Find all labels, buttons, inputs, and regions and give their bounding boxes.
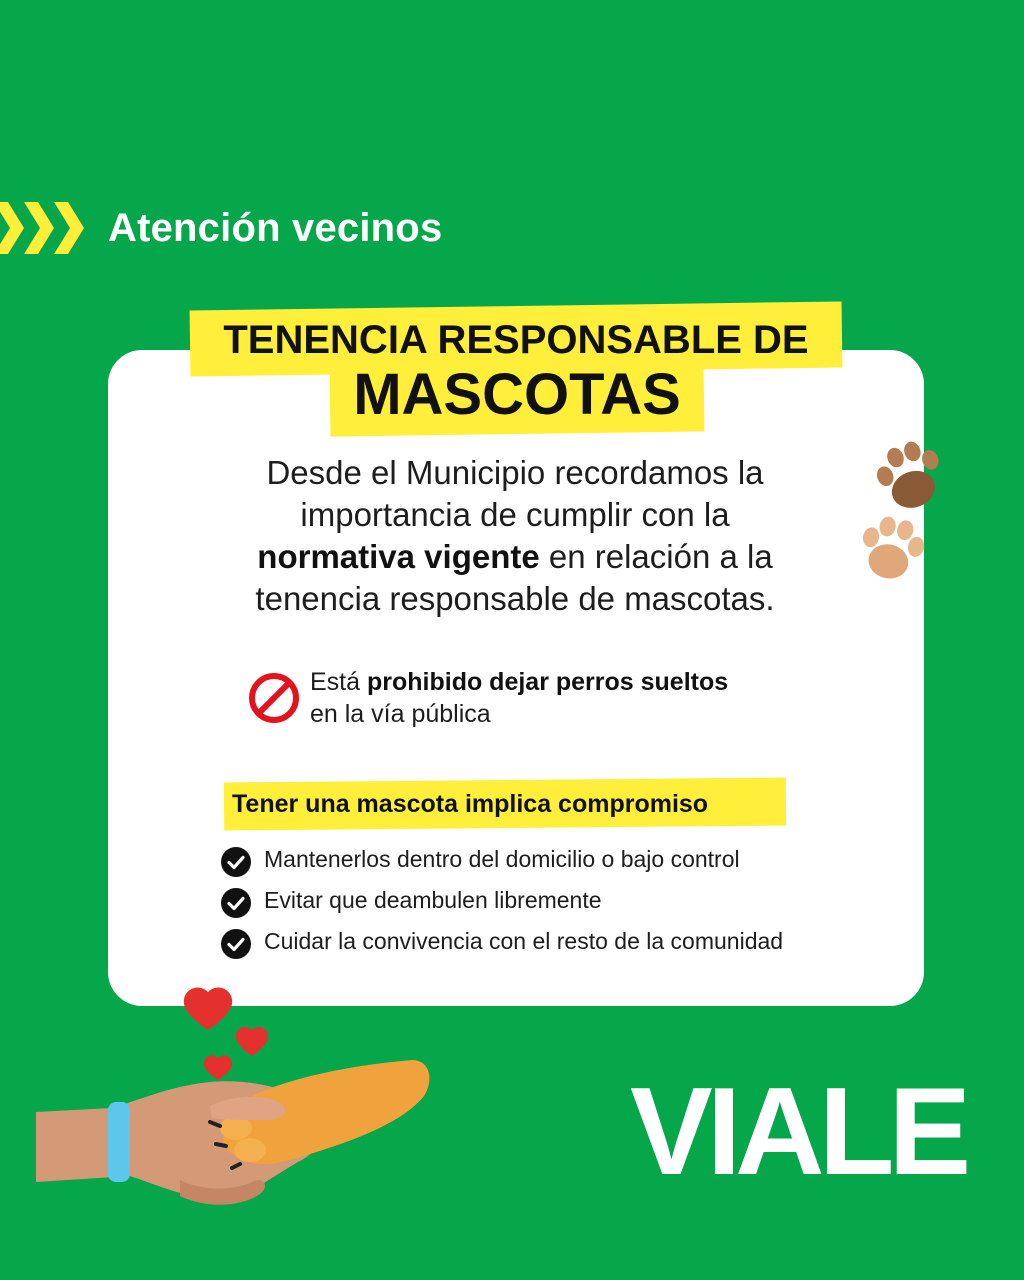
hand-holding-paw-icon	[20, 986, 440, 1232]
intro-line-rest: en relación a la	[539, 538, 773, 575]
intro-line	[150, 536, 880, 578]
paw-print-icon	[842, 428, 972, 598]
prohibition-line-1	[310, 666, 728, 698]
commitment-list	[220, 838, 900, 961]
intro-paragraph	[150, 452, 880, 620]
list-item	[220, 879, 900, 920]
chevron-right-triple-icon	[0, 202, 90, 254]
check-circle-icon	[220, 928, 252, 960]
list-item-text: Cuidar la convivencia con el resto de la comunidad	[264, 927, 784, 954]
card-title-line-1: TENENCIA RESPONSABLE DE	[223, 318, 809, 362]
check-circle-icon	[220, 887, 252, 919]
prohibition-prefix: Está	[310, 668, 367, 696]
prohibited-icon	[246, 670, 302, 726]
heart-icon	[184, 988, 268, 1080]
header-title: Atención vecinos	[108, 206, 443, 250]
intro-line: Desde el Municipio recordamos la	[266, 454, 764, 491]
prohibition-line-2: en la vía pública	[310, 700, 491, 728]
intro-line: importancia de cumplir con la	[300, 496, 730, 533]
list-item	[220, 838, 900, 879]
intro-bold: normativa vigente	[257, 538, 540, 575]
list-item	[220, 920, 900, 961]
check-circle-icon	[220, 846, 252, 878]
card-title-line-2: MASCOTAS	[353, 362, 681, 427]
list-item-text: Evitar que deambulen libremente	[264, 886, 602, 913]
prohibition-text	[310, 666, 728, 730]
commitment-title: Tener una mascota implica compromiso	[232, 790, 709, 818]
prohibition-bold: prohibido dejar perros sueltos	[366, 668, 729, 696]
list-item-text: Mantenerlos dentro del domicilio o bajo control	[264, 845, 740, 872]
intro-line: tenencia responsable de mascotas.	[255, 580, 775, 617]
logo: VIALE	[630, 1063, 966, 1201]
